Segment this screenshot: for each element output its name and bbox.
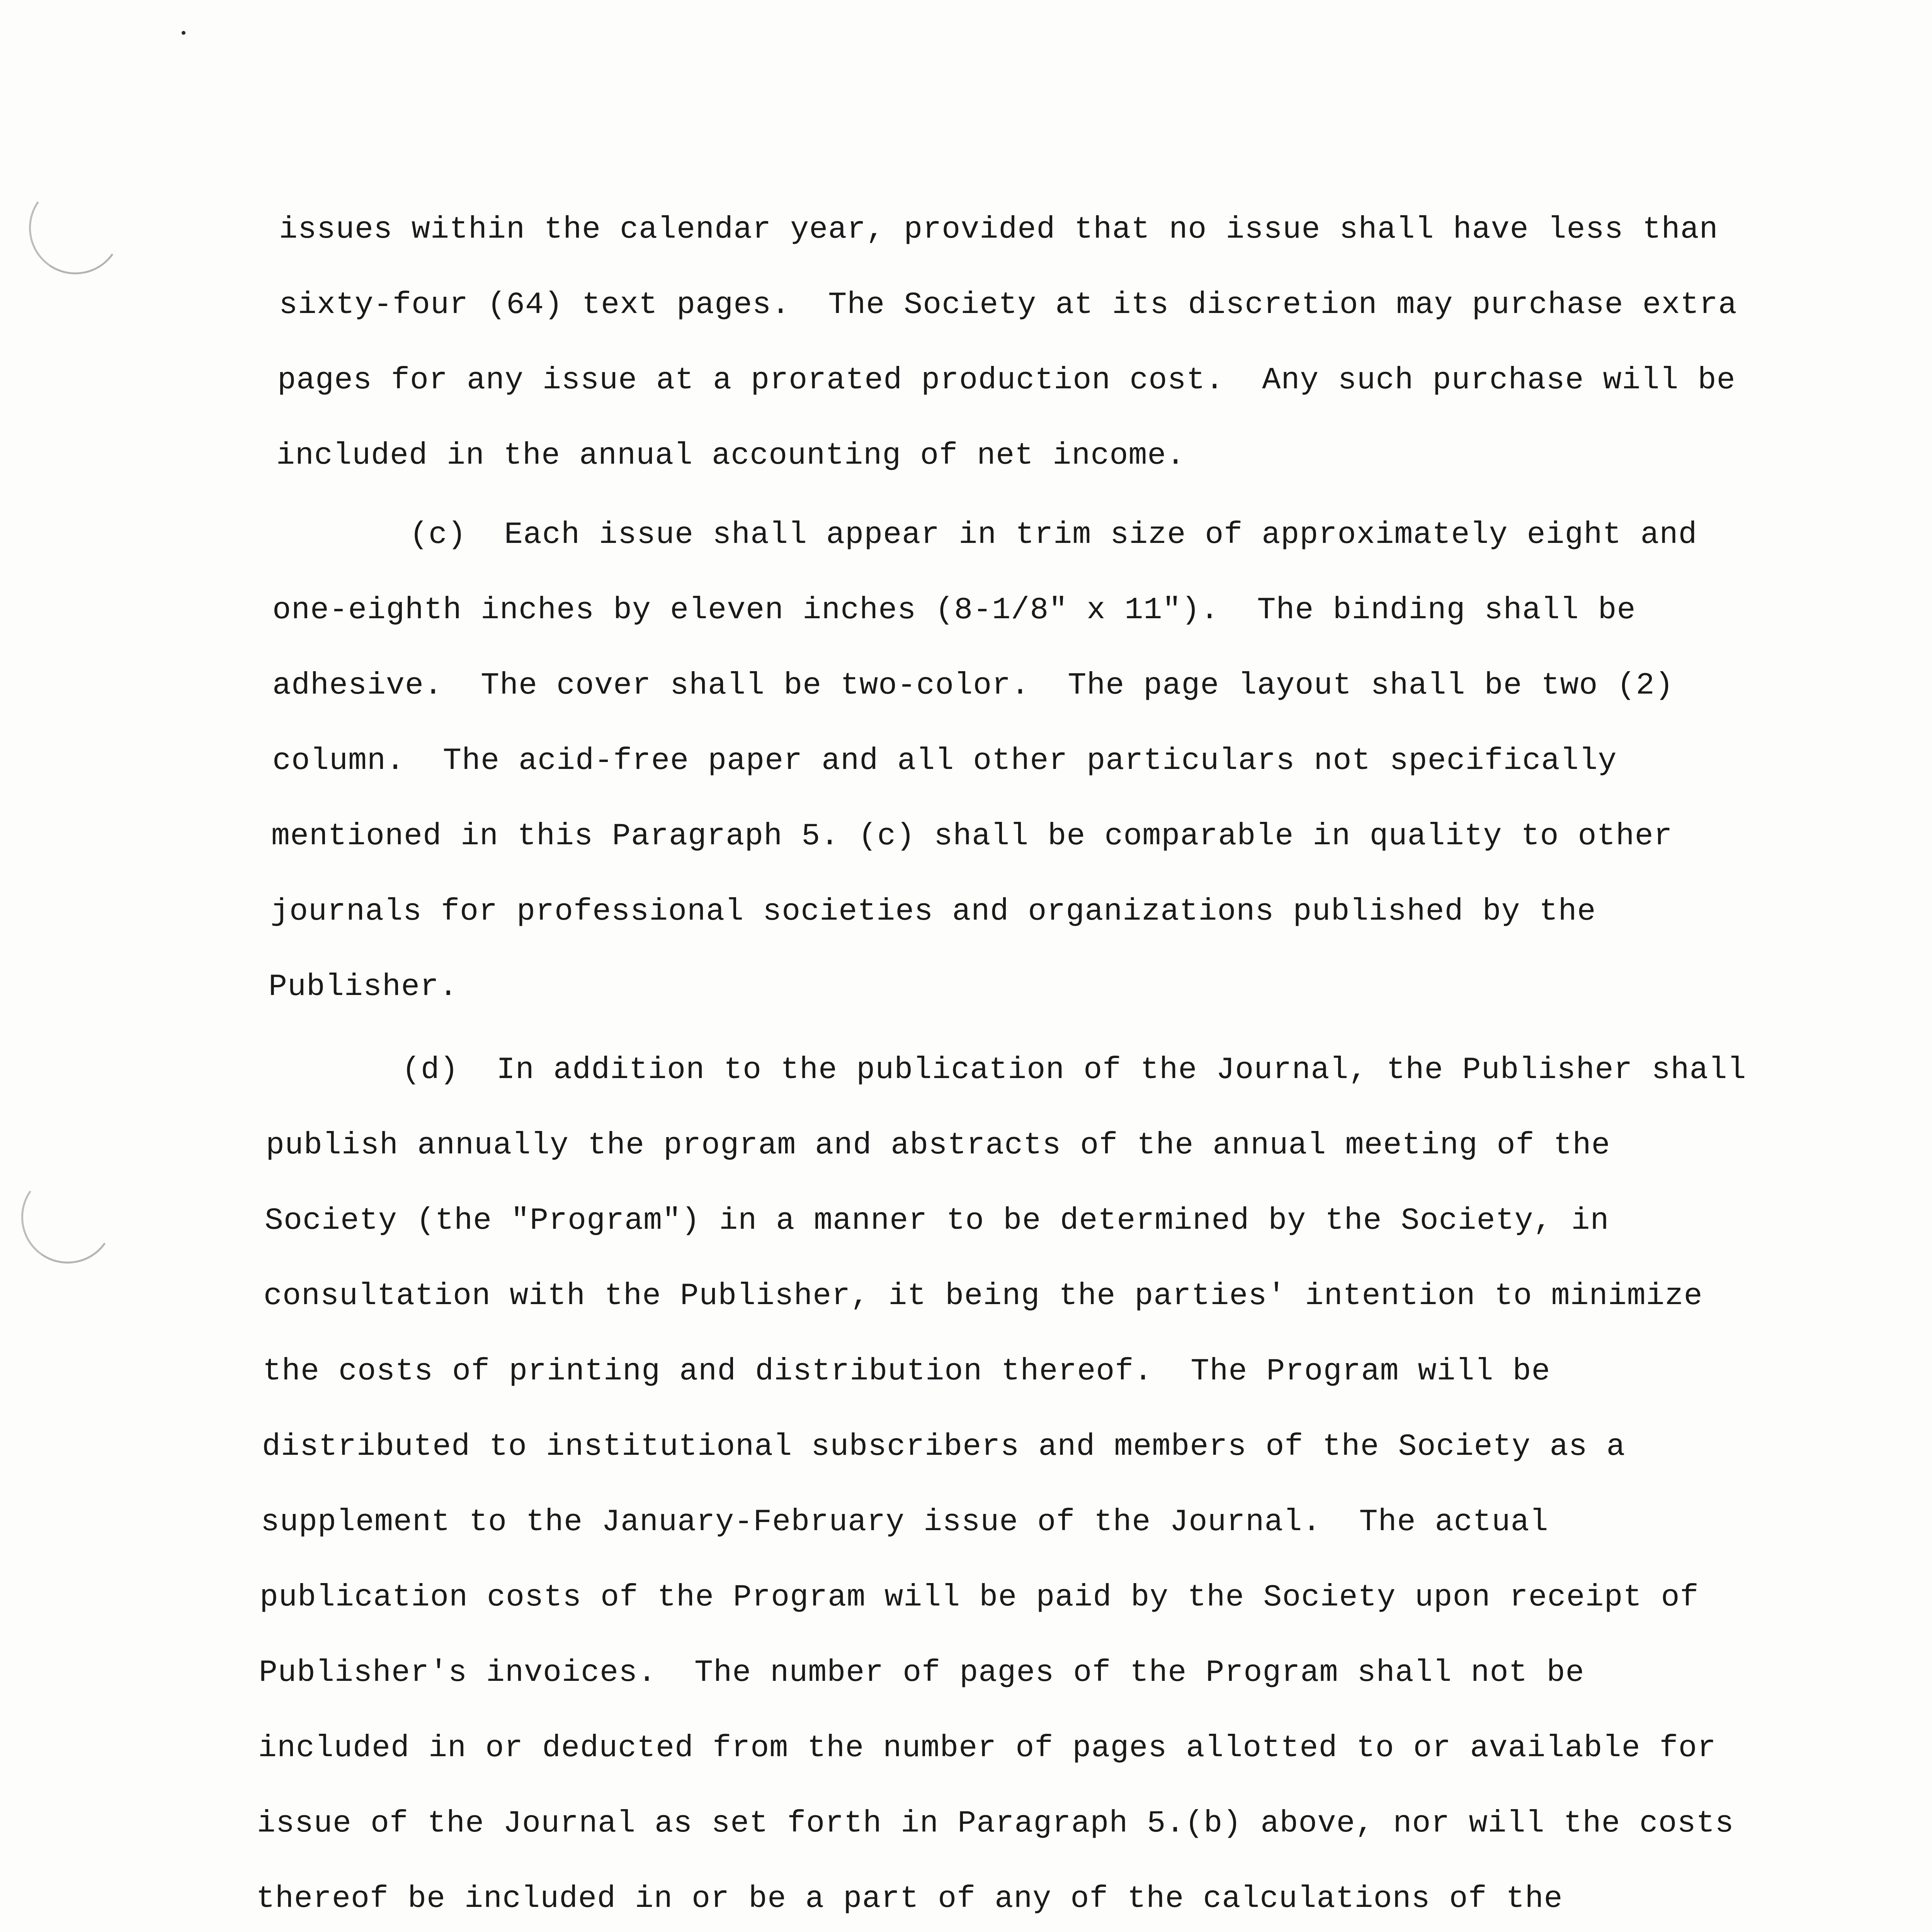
text-line: issue of the Journal as set forth in Paragraph 5.(b) above, nor will the costs (257, 1806, 1734, 1841)
binder-hole-mark (14, 1163, 121, 1271)
scan-speck (182, 31, 185, 35)
text-line: thereof be included in or be a part of any of the calculations of the (256, 1881, 1563, 1917)
text-line: included in or deducted from the number of pages allotted to or available for (258, 1731, 1716, 1766)
text-line: Publisher. (269, 969, 458, 1005)
text-line: distributed to institutional subscribers and members of the Society as a (262, 1429, 1626, 1464)
binder-hole-mark (22, 174, 129, 282)
text-line: adhesive. The cover shall be two-color. The page layout shall be two (2) (272, 668, 1674, 703)
text-line: pages for any issue at a prorated production cost. Any such purchase will be (277, 363, 1736, 398)
text-line: included in the annual accounting of net income. (276, 438, 1185, 473)
text-line: (d) In addition to the publication of the Journal, the Publisher shall (402, 1053, 1747, 1088)
text-line: Society (the "Program") in a manner to be determined by the Society, in (265, 1203, 1609, 1238)
text-line: column. The acid-free paper and all other particulars not specifically (272, 743, 1617, 779)
text-line: publish annually the program and abstracts of the annual meeting of the (266, 1128, 1611, 1163)
text-line: sixty-four (64) text pages. The Society at its discretion may purchase extra (279, 287, 1737, 323)
text-line: one-eighth inches by eleven inches (8-1/8" x 11"). The binding shall be (272, 593, 1636, 628)
text-line: Publisher's invoices. The number of pages of the Program shall not be (259, 1655, 1585, 1690)
text-line: publication costs of the Program will be paid by the Society upon receipt of (260, 1580, 1699, 1615)
text-line: (c) Each issue shall appear in trim size of approximately eight and (410, 517, 1697, 553)
text-line: the costs of printing and distribution thereof. The Program will be (263, 1354, 1551, 1389)
text-line: issues within the calendar year, provided that no issue shall have less than (279, 212, 1718, 247)
text-line: consultation with the Publisher, it being the parties' intention to minimize (264, 1279, 1703, 1314)
text-line: journals for professional societies and organizations published by the (270, 894, 1596, 929)
text-line: mentioned in this Paragraph 5. (c) shall be comparable in quality to other (271, 819, 1673, 854)
text-line: supplement to the January-February issue of the Journal. The actual (261, 1505, 1549, 1540)
